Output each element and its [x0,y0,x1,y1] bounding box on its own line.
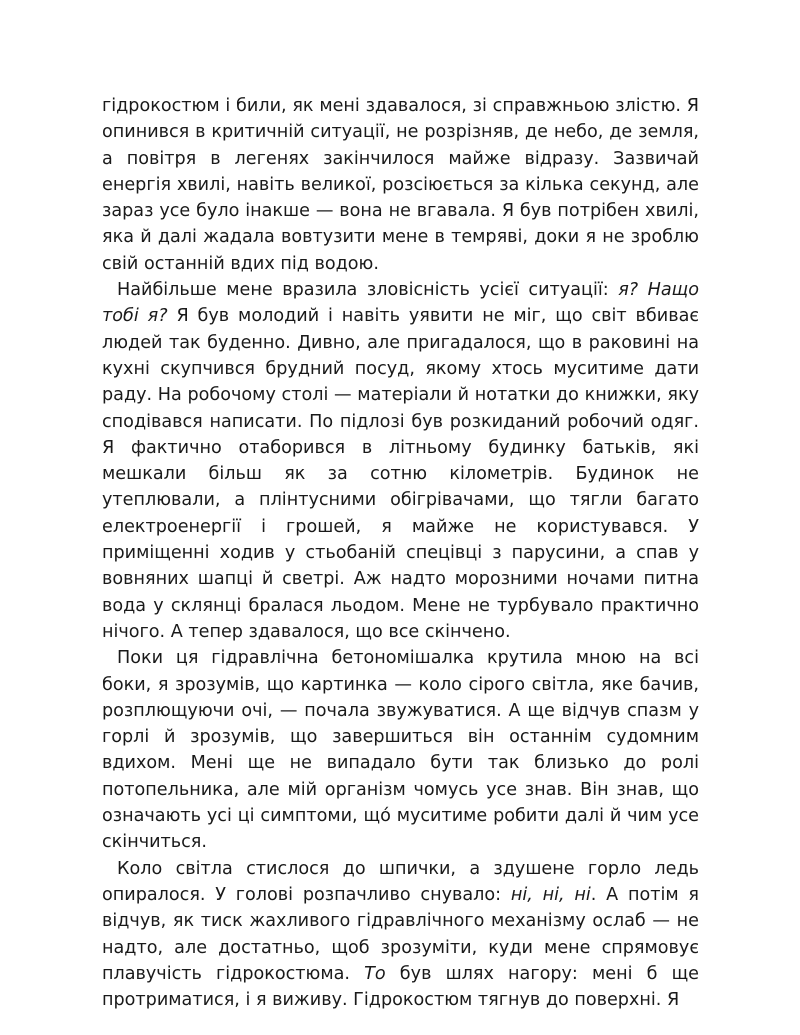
italic-phrase: То [364,963,386,984]
paragraph [102,856,699,1014]
paragraph-text: був шлях нагору: мені б ще протриматися, і я виживу. Гідрокостюм тягнув до поверхні. Я [102,963,699,1011]
paragraph [102,277,699,645]
italic-phrase: ні, ні, ні [510,884,591,905]
paragraph-text: Я був молодий і навіть уявити не міг, що світ вбиває людей так буденно. Дивно, але пригадалося, що в раковині на кухні скупчився брудний посуд, якому хтось муситиме дати раду. На робочому столі — матеріали й нотатки до книжки, яку сподівався написати. По підлозі був розкиданий робочий одяг. Я фактично отаборився в літньому будинку батьків, які мешкали більш як за сотню кілометрів. Будинок не утеплювали, а плінтусними обігрівачами, що тягли багато електроенергії і грошей, я майже не користувався. У приміщенні ходив у стьобаній спецівці з парусини, а спав у вовняних шапці й светрі. Аж надто морозними ночами питна вода у склянці бралася льодом. Мене не турбувало практично нічого. А тепер здавалося, що все скінчено. [102,306,700,642]
paragraph [102,645,699,855]
page-body [102,93,699,1013]
paragraph-text: Коло світла стислося до шпички, а здушене горло ледь опиралося. У голові розпачливо снувало: [102,858,699,905]
paragraph-text: . А потім я відчув, як тиск жахливого гідравлічного механізму ослаб — не надто, але достатньо, щоб зрозуміти, куди мене спрямовує плавучість гідрокостюма. [102,884,700,984]
paragraph-text: гідрокостюм і били, як мені здавалося, зі справжньою злістю. Я опинився в критичній ситуації, не розрізняв, де небо, де земля, а повітря в легенях закінчилося майже відразу. Зазвичай енергія хвилі, навіть великої, розсіюється за кілька секунд, але зараз усе було інакше — вона не вгавала. Я був потрібен хвилі, яка й далі жадала вовтузити мене в темряві, доки я не зроблю свій останній вдих під водою. [102,96,699,274]
paragraph [102,93,699,277]
paragraph-text: Поки ця гідравлічна бетономішалка крутила мною на всі боки, я зрозумів, що картинка — коло сірого світла, яке бачив, розплющуючи очі, — почала звужуватися. А ще відчув спазм у горлі й зрозумів, що завершиться він останнім судомним вдихом. Мені ще не випадало бути так близько до ролі потопельника, але мій організм чомусь усе знав. Він знав, що означають усі ці симптоми, що́ муситиме робити далі й чим усе скінчиться. [102,648,699,853]
italic-phrase: я? Нащо тобі я? [102,280,699,327]
paragraph-text: Найбільше мене вразила зловісність усієї ситуації: [117,280,619,301]
